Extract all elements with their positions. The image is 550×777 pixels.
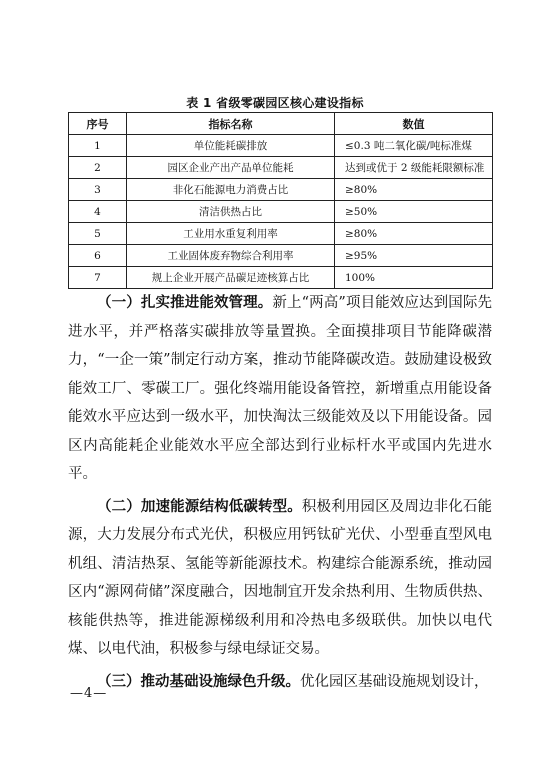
row-name: 工业用水重复利用率 [127, 223, 335, 245]
table-row [69, 245, 493, 267]
header-name: 指标名称 [127, 113, 335, 135]
row-no: 3 [69, 179, 127, 201]
header-value: 数值 [335, 113, 493, 135]
paragraph [68, 289, 492, 489]
row-no: 1 [69, 135, 127, 157]
table-row [69, 157, 493, 179]
row-value: 达到或优于 2 级能耗限额标准 [335, 157, 493, 179]
paragraph-heading: （二）加速能源结构低碳转型。 [97, 498, 302, 515]
table-row [69, 223, 493, 245]
row-no: 7 [69, 267, 127, 289]
paragraph-heading: （一）扎实推进能效管理。 [97, 295, 273, 311]
row-value: 100% [335, 267, 493, 289]
body-text [68, 289, 492, 700]
row-value: ≤0.3 吨二氧化碳/吨标准煤 [335, 135, 493, 157]
paragraph-text: 新上“两高”项目能效应达到国际先进水平，并严格落实碳排放等量置换。全面摸排项目节能降碳潜力，“一企一策”制定行动方案，推动节能降碳改造。鼓励建设极致能效工厂、零碳工厂。强化终端用能设备管控，新增重点用能设备能效水平应达到一级水平，加快淘汰三级能效及以下用能设备。园区内高能耗企业能效水平应全部达到行业标杆水平或国内先进水平。 [68, 295, 493, 482]
row-no: 6 [69, 245, 127, 267]
metrics-table [68, 112, 493, 289]
row-name: 非化石能源电力消费占比 [127, 179, 335, 201]
row-name: 园区企业产出产品单位能耗 [127, 157, 335, 179]
table-row [69, 135, 493, 157]
table-row [69, 179, 493, 201]
row-name: 清洁供热占比 [127, 201, 335, 223]
row-value: ≥95% [335, 245, 493, 267]
page-number: —4— [70, 686, 108, 701]
header-no: 序号 [69, 113, 127, 135]
table-title: 表 1 省级零碳园区核心建设指标 [186, 96, 364, 110]
paragraph [68, 493, 492, 664]
row-name: 单位能耗碳排放 [127, 135, 335, 157]
table-row [69, 267, 493, 289]
row-name: 工业固体废弃物综合利用率 [127, 245, 335, 267]
row-value: ≥50% [335, 201, 493, 223]
row-no: 2 [69, 157, 127, 179]
table-row [69, 201, 493, 223]
paragraph [68, 668, 492, 697]
row-value: ≥80% [335, 179, 493, 201]
table-header-row [69, 113, 493, 135]
paragraph-heading: （三）推动基础设施绿色升级。 [97, 673, 300, 690]
row-no: 5 [69, 223, 127, 245]
row-name: 规上企业开展产品碳足迹核算占比 [127, 267, 335, 289]
paragraph-text: 优化园区基础设施规划设计， [300, 673, 489, 690]
row-no: 4 [69, 201, 127, 223]
paragraph-text: 积极利用园区及周边非化石能源，大力发展分布式光伏，积极应用钙钛矿光伏、小型垂直型风电机组、清洁热泵、氢能等新能源技术。构建综合能源系统，推动园区内“源网荷储”深度融合，因地制宜开发余热利用、生物质供热、核能供热等，推进能源梯级利用和冷热电多级联供。加快以电代煤、以电代油，积极参与绿电绿证交易。 [68, 498, 493, 657]
row-value: ≥80% [335, 223, 493, 245]
